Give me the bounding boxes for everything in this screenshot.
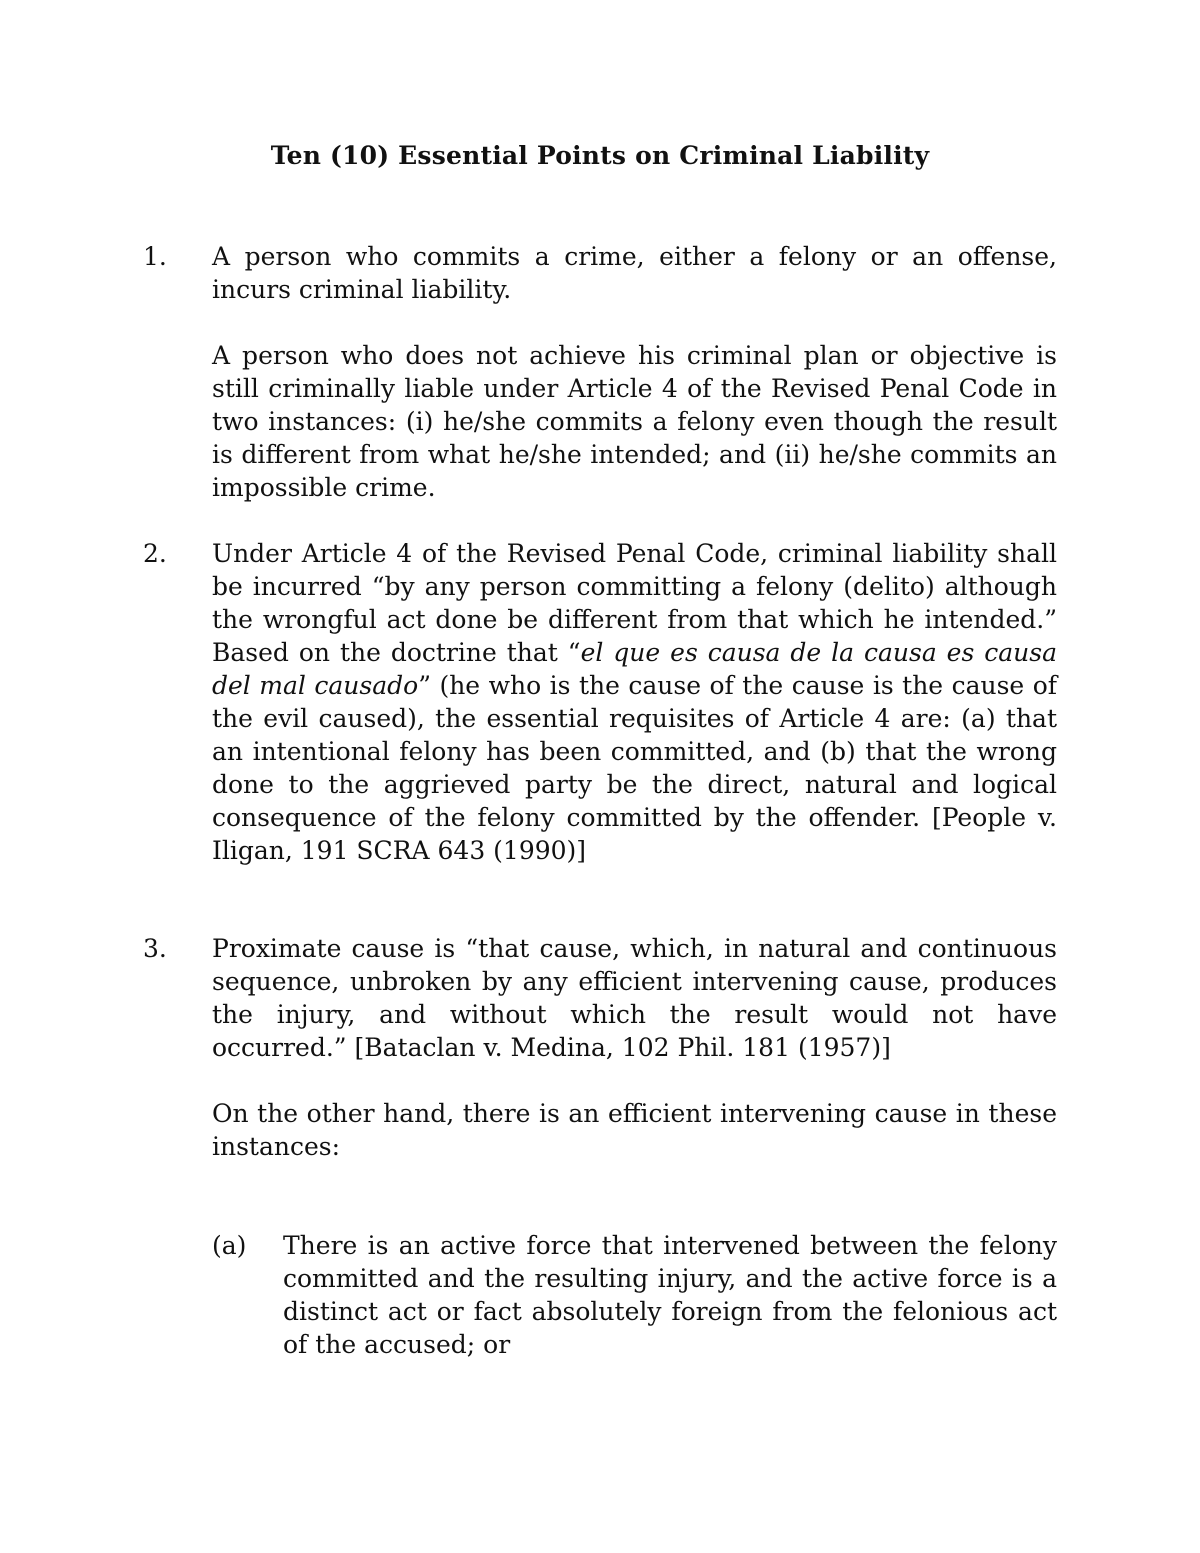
sub-item-paragraph: There is an active force that intervened between the felony committed and the resulting injury, and the active force is a distinct act or fact absolutely foreign from the felonious act of the accused; or	[283, 1231, 1057, 1359]
paragraph-text: Under Article 4 of the Revised Penal Code, criminal liability shall be incurred “by any person committing a felony (delito) although the wrongful act done be different from that which he intended.” Based on the doctrine that “	[212, 539, 1057, 667]
paragraph-text: ” (he who is the cause of the cause is the cause of the evil caused), the essential requisites of Article 4 are: (a) that an intentional felony has been committed, and (b) that the wrong done to the aggrieved party be the direct, natural and logical consequence of the felony committed by the offender. [People v. Iligan, 191 SCRA 643 (1990)]	[212, 671, 1058, 865]
item-paragraph: A person who commits a crime, either a felony or an offense, incurs criminal liability.	[212, 242, 1057, 304]
latin-doctrine: el que es causa de la causa es causa del mal causado	[212, 638, 1057, 700]
list-item-3	[143, 932, 1057, 1163]
sub-item-a	[212, 1229, 1057, 1361]
item-number: 1.	[143, 242, 167, 271]
item-paragraph: Proximate cause is “that cause, which, in natural and continuous sequence, unbroken by any efficient intervening cause, produces the injury, and without which the result would not have occurred.” [Bataclan v. Medina, 102 Phil. 181 (1957)]	[212, 934, 1057, 1062]
item-paragraph	[212, 537, 1057, 867]
sub-item-label: (a)	[212, 1231, 247, 1260]
item-number: 2.	[143, 539, 167, 568]
item-paragraph: A person who does not achieve his criminal plan or objective is still criminally liable under Article 4 of the Revised Penal Code in two instances: (i) he/she commits a felony even though the result is different from what he/she intended; and (ii) he/she commits an impossible crime.	[212, 341, 1057, 502]
list-item-1	[143, 240, 1057, 504]
item-number: 3.	[143, 934, 167, 963]
item-paragraph: On the other hand, there is an efficient intervening cause in these instances:	[212, 1099, 1057, 1161]
list-item-2	[143, 537, 1057, 867]
document-title: Ten (10) Essential Points on Criminal Liability	[270, 141, 930, 170]
